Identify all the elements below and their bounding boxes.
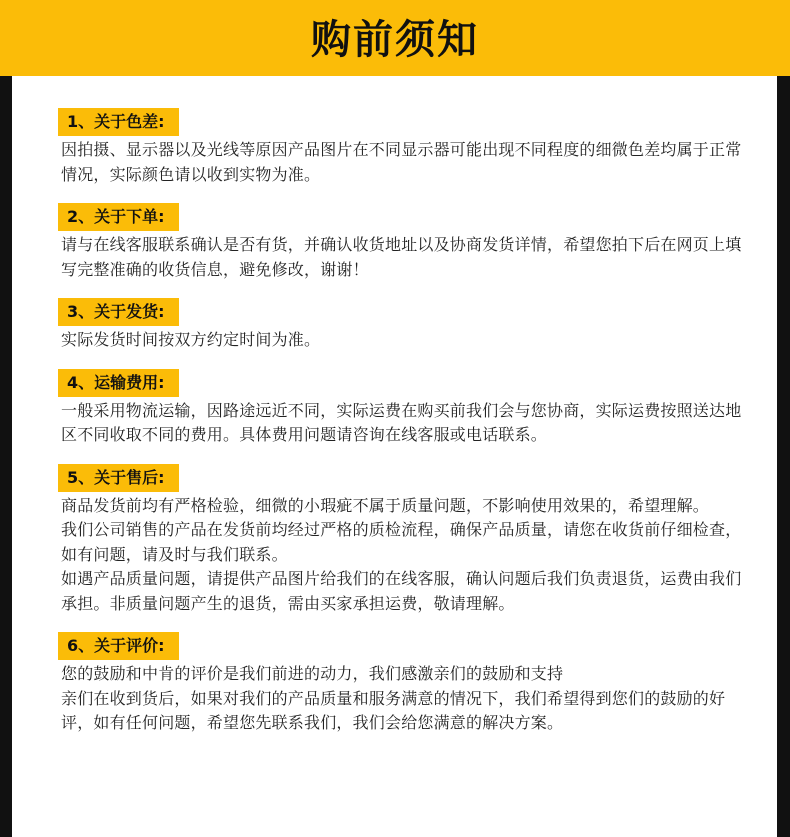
section-body: [58, 494, 748, 617]
section-paragraph: 请与在线客服联系确认是否有货，并确认收货地址以及协商发货详情，希望您拍下后在网页上填写完整准确的收货信息，避免修改，谢谢！: [61, 235, 742, 279]
section-body: [58, 138, 748, 187]
section-paragraph: 实际发货时间按双方约定时间为准。: [61, 330, 321, 349]
section-paragraph: 一般采用物流运输，因路途远近不同，实际运费在购买前我们会与您协商，实际运费按照送达地区不同收取不同的费用。具体费用问题请咨询在线客服或电话联系。: [61, 400, 742, 444]
section-paragraph: 亲们在收到货后，如果对我们的产品质量和服务满意的情况下，我们希望得到您们的鼓励的好评，如有任何问题，希望您先联系我们，我们会给您满意的解决方案。: [61, 688, 726, 732]
section-body: [58, 328, 748, 353]
right-border: [777, 0, 790, 837]
section-body: [58, 662, 748, 736]
section-color-difference: [58, 108, 748, 187]
section-label: 2、关于下单:: [58, 203, 179, 231]
section-paragraph: 您的鼓励和中肯的评价是我们前进的动力，我们感激亲们的鼓励和支持: [61, 664, 564, 683]
section-shipping: [58, 298, 748, 353]
section-label: 4、运输费用:: [58, 369, 179, 397]
section-after-sales: [58, 464, 748, 617]
section-label: 3、关于发货:: [58, 298, 179, 326]
section-body: [58, 399, 748, 448]
section-freight-cost: [58, 369, 748, 448]
section-label: 6、关于评价:: [58, 632, 179, 660]
notice-content: [58, 108, 748, 752]
section-paragraph: 因拍摄、显示器以及光线等原因产品图片在不同显示器可能出现不同程度的细微色差均属于正常情况，实际颜色请以收到实物为准。: [61, 140, 742, 184]
section-paragraph: 我们公司销售的产品在发货前均经过严格的质检流程，确保产品质量，请您在收货前仔细检查，如有问题，请及时与我们联系。: [61, 520, 742, 564]
section-label: 1、关于色差:: [58, 108, 179, 136]
section-label: 5、关于售后:: [58, 464, 179, 492]
section-ordering: [58, 203, 748, 282]
header-banner: [0, 0, 790, 76]
section-body: [58, 233, 748, 282]
page-title: 购前须知: [311, 16, 479, 63]
left-border: [0, 0, 12, 837]
section-paragraph: 如遇产品质量问题，请提供产品图片给我们的在线客服，确认问题后我们负责退货，运费由我们承担。非质量问题产生的退货，需由买家承担运费，敬请理解。: [61, 569, 742, 613]
section-paragraph: 商品发货前均有严格检验，细微的小瑕疵不属于质量问题，不影响使用效果的，希望理解。: [61, 495, 710, 515]
section-reviews: [58, 632, 748, 736]
